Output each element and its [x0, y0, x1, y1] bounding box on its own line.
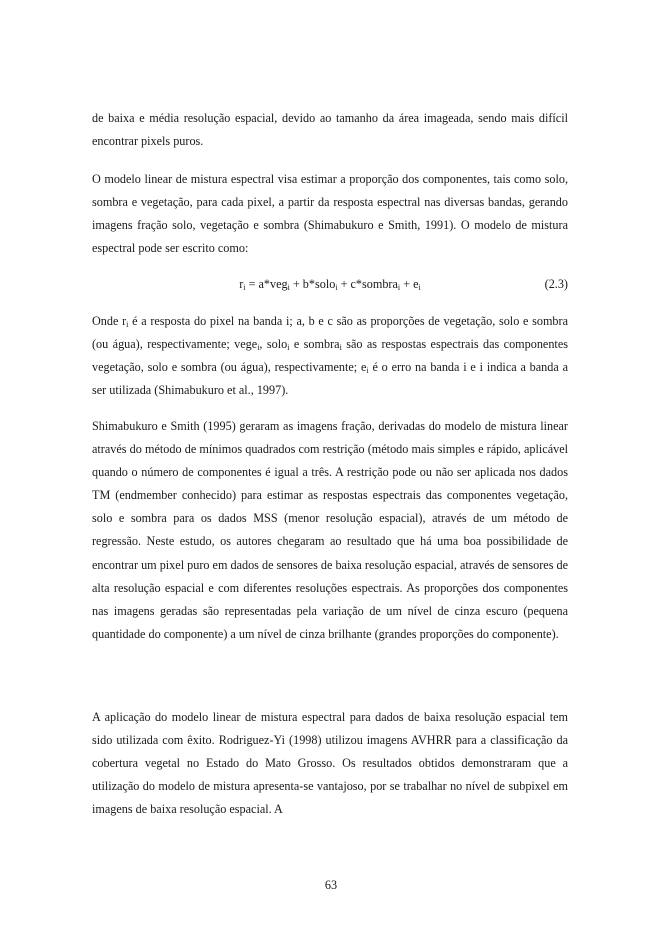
equation-number: (2.3): [544, 277, 568, 291]
paragraph-shimabukuro-smith: Shimabukuro e Smith (1995) geraram as imagens fração, derivadas do modelo de mistura linear através do método de mínimos quadrados com restrição (método mais simples e rápido, aplicável quando o número de componentes é igual a três. A restrição pode ou não ser aplicada nos dados TM (endmember conhecido) para estimar as respostas espectrais das componentes vegetação, solo e sombra para os dados MSS (menor resolução espacial), através de um método de regressão. Neste estudo, os autores chegaram ao resultado que há uma boa possibilidade de encontrar um pixel puro em dados de sensores de baixa resolução espacial, através de sensores de alta resolução espacial e com diferentes resoluções espectrais. As proporções dos componentes nas imagens geradas são representadas pela variação de um nível de cinza escuro (pequena quantidade do componente) a um nível de cinza brilhante (grandes proporções do componente).: [92, 419, 568, 641]
paragraph-equation-definitions: Onde $r_i$ é a resposta do pixel na banda i; a, b e c são as proporções de vegetação, solo e sombra (ou água), respectivamente; vege$_i$, solo$_i$ e sombra$_i$ são as respostas espectrais das componentes vegetação, solo e sombra (ou água), respectivamente; $e_i$ é o erro na banda i e i indica a banda a ser utilizada (Shimabukuro et al., 1997).: [92, 314, 568, 398]
equation-formula: $r_i = a*veg_i$ + b*solo$_i$ + c*sombra$_i$ + $e_i$: [239, 277, 421, 292]
equation-2-3: [92, 275, 568, 293]
page-number: 63: [324, 878, 338, 892]
paragraph-mixture-model-intro: O modelo linear de mistura espectral visa estimar a proporção dos componentes, tais como solo, sombra e vegetação, para cada pixel, a partir da resposta espectral nas diversas bandas, gerando imagens fração solo, vegetação e sombra (Shimabukuro e Smith, 1991). O modelo de mistura espectral pode ser escrito como:: [92, 172, 568, 256]
paragraph-continuation: de baixa e média resolução espacial, devido ao tamanho da área imageada, sendo mais difícil encontrar pixels puros.: [92, 111, 568, 149]
paragraph-low-resolution-application: A aplicação do modelo linear de mistura espectral para dados de baixa resolução espacial tem sido utilizada com êxito. Rodriguez-Yi (1998) utilizou imagens AVHRR para a classificação da cobertura vegetal no Estado do Mato Grosso. Os resultados obtidos demonstraram que a utilização do modelo de mistura apresenta-se vantajoso, por se trabalhar no nível de subpixel em imagens de baixa resolução espacial. A: [92, 710, 568, 817]
